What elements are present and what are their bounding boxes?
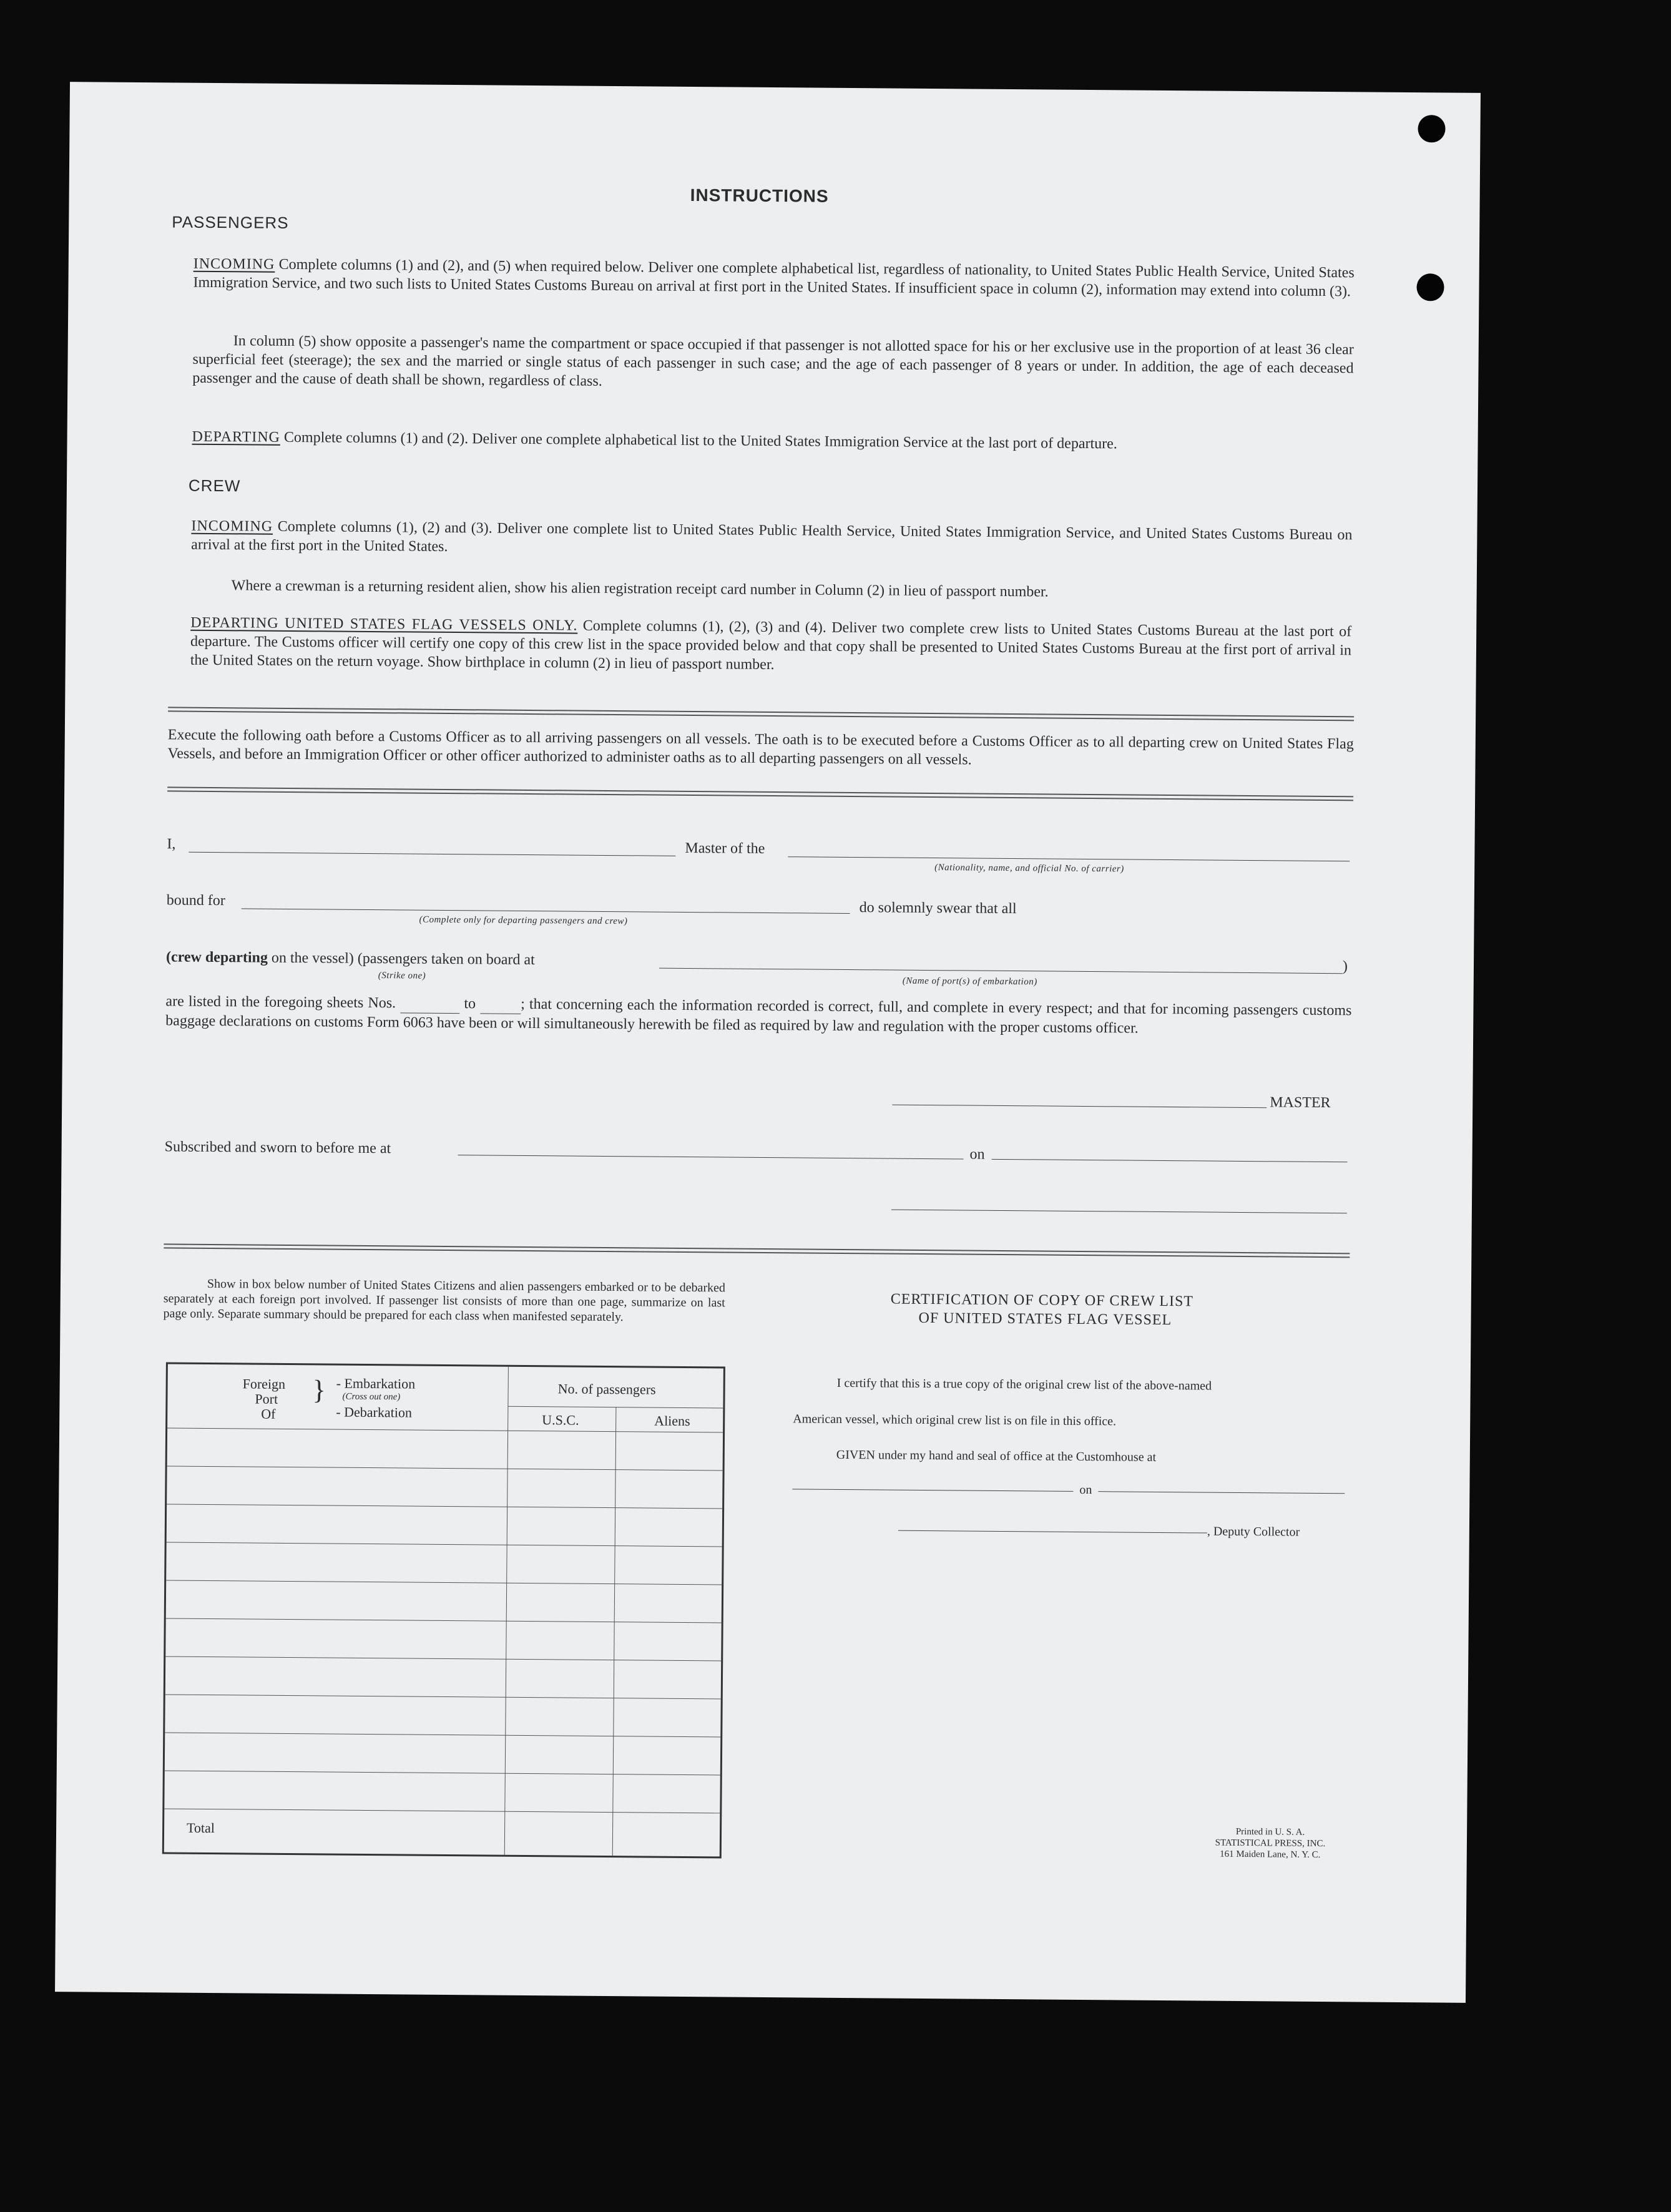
crew-incoming-label: INCOMING: [191, 517, 273, 535]
bound-for-note: (Complete only for departing passengers and crew): [419, 914, 628, 927]
embarkation-ports-line[interactable]: [659, 968, 1343, 974]
printer-line-1: Printed in U. S. A.: [1235, 1826, 1305, 1838]
port-label-of: Of: [261, 1406, 276, 1422]
passengers-departing-text: Complete columns (1) and (2). Deliver one complete alphabetical list to the United States Immigration Service at the last port of departure.: [283, 429, 1117, 453]
master-signature-line[interactable]: [892, 1105, 1267, 1108]
passengers-departing-paragraph: [192, 428, 1353, 456]
table-row: [167, 1542, 722, 1547]
passengers-label: PASSENGERS: [172, 212, 289, 232]
table-row: [165, 1694, 721, 1699]
table-row: [167, 1427, 723, 1432]
strike-one-note: (Strike one): [378, 971, 426, 981]
crew-departing-rest: on the vessel) (passengers taken on board at: [267, 949, 535, 969]
port-label-foreign: Foreign: [242, 1376, 286, 1392]
listed-paragraph: [165, 992, 1351, 1039]
certification-title-2: OF UNITED STATES FLAG VESSEL: [918, 1309, 1172, 1329]
certify-line-1: I certify that this is a true copy of the original crew list of the above-named: [836, 1376, 1212, 1393]
total-label: Total: [186, 1819, 215, 1836]
certification-date-line[interactable]: [1098, 1491, 1345, 1494]
brace-icon: }: [312, 1374, 326, 1406]
given-line: GIVEN under my hand and seal of office at the Customhouse at: [836, 1447, 1157, 1464]
crew-departing-label: DEPARTING UNITED STATES FLAG VESSELS ONLY.: [190, 614, 578, 634]
passenger-summary-table: [162, 1362, 725, 1858]
crew-departing-bold: (crew departing: [165, 949, 268, 966]
cross-out-note: (Cross out one): [342, 1391, 401, 1402]
certification-title-1: CERTIFICATION OF COPY OF CREW LIST: [890, 1291, 1194, 1310]
officer-signature-line[interactable]: [891, 1210, 1347, 1214]
listed-to: to: [464, 996, 476, 1012]
instructions-heading: INSTRUCTIONS: [690, 185, 829, 206]
section-divider: [168, 707, 1354, 721]
passengers-incoming-paragraph: [193, 255, 1354, 301]
master-name-line[interactable]: [189, 852, 675, 856]
ports-note: (Name of port(s) of embarkation): [902, 976, 1037, 987]
certify-line-2: American vessel, which original crew list is on file in this office.: [793, 1412, 1117, 1429]
carrier-note: (Nationality, name, and official No. of carrier): [934, 863, 1124, 874]
subscribed-date-line[interactable]: [992, 1159, 1348, 1162]
aliens-header: Aliens: [654, 1412, 690, 1429]
embarkation-label: - Embarkation: [336, 1375, 416, 1392]
crew-departing-text: Complete columns (1), (2), (3) and (4). Deliver two complete crew lists to United States Customs Bureau at the last port of departure. The Customs officer will certify one copy of this crew list in the space provided below and that copy shall be presented to United States Customs Bureau at the first port of arrival in the United States on the return voyage. Show birthplace in column (2) in lieu of passport number.: [190, 617, 1352, 673]
summary-instructions-text: Show in box below number of United States Citizens and alien passengers embarked or to be debarked separately at each foreign port involved. If passenger list consists of more than one page, summarize on last page only. Separate summary should be prepared for each class when manifested separately.: [163, 1276, 725, 1324]
bound-for-label: bound for: [166, 892, 225, 909]
master-label: MASTER: [1270, 1094, 1331, 1112]
crew-passengers-line: [166, 947, 535, 969]
crew-incoming-paragraph: [191, 517, 1352, 564]
summary-divider: [164, 1243, 1350, 1258]
subscribed-label: Subscribed and sworn to before me at: [164, 1138, 391, 1157]
oath-divider: [167, 786, 1353, 801]
listed-text-b: ; that concerning each the information recorded is correct, full, and complete in every respect; and that for incoming passengers customs baggage declarations on customs Form 6063 have been or will simultaneously herewith be filed as required by law and regulation with the proper customs officer.: [165, 996, 1352, 1037]
passengers-column5-paragraph: [192, 331, 1354, 397]
bound-for-line[interactable]: [242, 908, 850, 914]
master-of-the-label: Master of the: [685, 839, 765, 857]
crew-departing-paragraph: [190, 614, 1352, 679]
printer-line-3: 161 Maiden Lane, N. Y. C.: [1220, 1849, 1321, 1860]
deputy-collector-label: , Deputy Collector: [1207, 1524, 1300, 1539]
oath-intro: Execute the following oath before a Customs Officer as to all arriving passengers on all vessels. The oath is to be executed before a Customs Officer as to all departing crew on United States Flag Vessels, and before an Immigration Officer or other officer authorized to administer oaths as to all departing passengers on all vessels.: [167, 727, 1354, 768]
passengers-incoming-text: Complete columns (1) and (2), and (5) when required below. Deliver one complete alphabetical list, regardless of nationality, to United States Public Health Service, United States Immigration Service, and two such lists to United States Customs Bureau on arrival at first port in the United States. If insufficient space in column (2), information may extend into column (3).: [193, 256, 1355, 300]
table-row: [165, 1770, 720, 1775]
oath-i-label: I,: [167, 836, 176, 853]
form-sheet: [55, 82, 1481, 2003]
passengers-column5-text: In column (5) show opposite a passenger's name the compartment or space occupied if that passenger is not allotted space for his or her exclusive use in the proportion of at least 36 clear superficial feet (steerage); the sex and the married or single status of each passenger in such case; and the age of each passenger of 8 years or under. In addition, the age of each deceased passenger and the cause of death shall be shown, regardless of class.: [192, 333, 1354, 389]
subscribed-on-label: on: [969, 1146, 985, 1163]
punch-hole-top: [1418, 115, 1445, 142]
printer-line-2: STATISTICAL PRESS, INC.: [1215, 1838, 1326, 1849]
table-row: [165, 1656, 721, 1661]
port-label-port: Port: [255, 1391, 278, 1407]
listed-text-a: are listed in the foregoing sheets Nos.: [165, 993, 396, 1012]
carrier-line[interactable]: [788, 856, 1350, 861]
table-row: [166, 1618, 722, 1623]
debarkation-label: - Debarkation: [336, 1404, 412, 1421]
sheet-to-field[interactable]: [480, 994, 521, 1014]
summary-instructions: [163, 1276, 725, 1325]
crew-resident-paragraph: [191, 576, 1352, 604]
certification-on-label: on: [1079, 1482, 1092, 1497]
punch-hole-middle: [1416, 273, 1444, 301]
printer-imprint: [1189, 1826, 1351, 1861]
sheet-from-field[interactable]: [400, 994, 459, 1014]
swear-text: do solemnly swear that all: [859, 899, 1017, 918]
table-row: [164, 1808, 720, 1813]
table-row: [167, 1466, 723, 1471]
crew-resident-text: Where a crewman is a returning resident alien, show his alien registration receipt card number in Column (2) in lieu of passport number.: [231, 577, 1049, 600]
table-row: [167, 1504, 722, 1509]
table-row: [166, 1580, 722, 1585]
table-row: [165, 1732, 720, 1737]
passengers-departing-label: DEPARTING: [192, 428, 281, 446]
column-divider-1: [504, 1367, 509, 1855]
usc-header: U.S.C.: [542, 1412, 579, 1428]
column-divider-2: [612, 1407, 617, 1856]
close-paren: ): [1342, 958, 1348, 975]
crew-incoming-text: Complete columns (1), (2) and (3). Deliver one complete list to United States Public Health Service, United States Immigration Service, and United States Customs Bureau on arrival at the first port in the United States.: [191, 518, 1353, 555]
deputy-collector-signature-line[interactable]: [898, 1530, 1207, 1534]
crew-label: CREW: [188, 476, 241, 496]
passengers-incoming-label: INCOMING: [193, 255, 275, 273]
no-of-passengers-header: No. of passengers: [557, 1381, 656, 1397]
subscribed-place-line[interactable]: [458, 1155, 964, 1159]
customhouse-line[interactable]: [792, 1489, 1073, 1492]
